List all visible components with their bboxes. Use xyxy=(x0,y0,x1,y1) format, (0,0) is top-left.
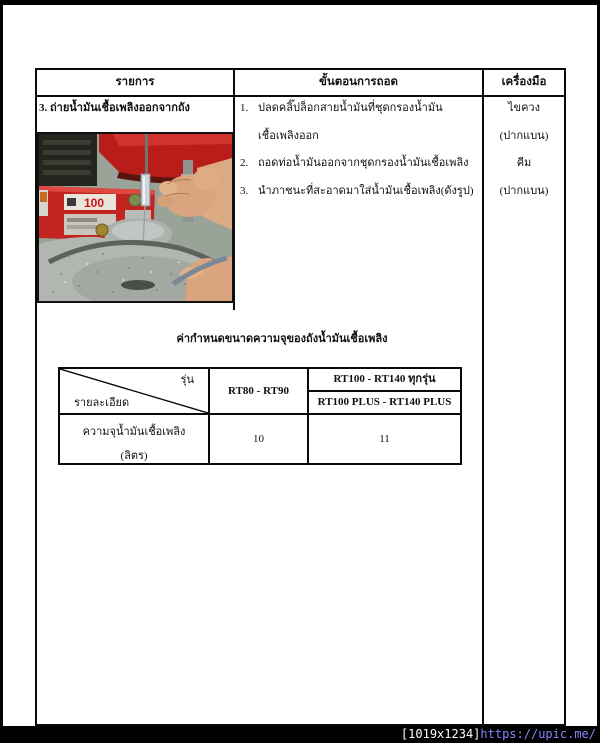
corner-detail-label: รายละเอียด xyxy=(74,397,130,409)
step-number: 2. xyxy=(240,157,249,169)
capacity-value-rt80: 10 xyxy=(253,433,264,445)
capacity-row-label xyxy=(60,420,208,468)
header-item: รายการ xyxy=(115,76,155,88)
capacity-corner-cell xyxy=(60,369,208,413)
scan-border-left xyxy=(0,0,3,743)
capacity-table xyxy=(58,367,462,465)
watermark-dimensions: [1019x1234] xyxy=(400,727,481,741)
step-number: 1. xyxy=(240,102,249,114)
col-header-rt100-all: RT100 - RT140 ทุกรุ่น xyxy=(333,373,436,385)
photo-fuel-drain xyxy=(37,132,234,303)
step-text: เชื้อเพลิงออก xyxy=(258,129,319,142)
tool-item: ไขควง xyxy=(508,102,540,114)
capacity-row-label-line2: (ลิตร) xyxy=(120,450,148,462)
step-line xyxy=(240,126,480,154)
watermark-bar xyxy=(0,726,600,743)
removal-steps-list xyxy=(240,98,480,208)
col-header-rt100-plus: RT100 PLUS - RT140 PLUS xyxy=(317,396,452,408)
capacity-caption: ค่ากำหนดขนาดความจุของถังน้ำมันเชื้อเพลิง xyxy=(176,333,388,345)
step-line xyxy=(240,153,480,181)
step-text: ปลดคลิ๊ปล็อกสายน้ำมันที่ชุดกรองน้ำมัน xyxy=(258,102,443,114)
row-item-title: 3. ถ่ายน้ำมันเชื้อเพลิงออกจากถัง xyxy=(39,102,190,114)
tool-item: คีม xyxy=(516,157,532,169)
watermark-url: https://upic.me/ xyxy=(480,727,596,741)
step-text: ถอดท่อน้ำมันออกจากชุดกรองน้ำมันเชื้อเพลิง xyxy=(258,157,469,169)
tools-list xyxy=(484,98,564,208)
step-number: 3. xyxy=(240,184,249,197)
step-text: นำภาชนะที่สะอาดมาใส่น้ำมันเชื้อเพลิง(ดังรูป) xyxy=(258,184,474,197)
capacity-value-rt100: 11 xyxy=(379,433,390,445)
tool-item: (ปากแบน) xyxy=(499,129,549,142)
scan-border-top xyxy=(0,0,600,5)
col-header-rt80: RT80 - RT90 xyxy=(228,385,289,397)
corner-model-label: รุ่น xyxy=(180,374,194,386)
tool-item: (ปากแบน) xyxy=(499,184,549,197)
engine-model-label: 100 xyxy=(83,196,105,210)
procedure-table xyxy=(35,68,566,726)
table-header-divider xyxy=(37,95,564,97)
header-tools: เครื่องมือ xyxy=(501,76,547,88)
header-steps: ขั้นตอนการถอด xyxy=(319,76,398,88)
capacity-row-label-line1: ความจุน้ำมันเชื้อเพลิง xyxy=(82,426,186,438)
photo-illustration xyxy=(39,134,232,301)
step-line xyxy=(240,181,480,209)
step-line xyxy=(240,98,480,126)
